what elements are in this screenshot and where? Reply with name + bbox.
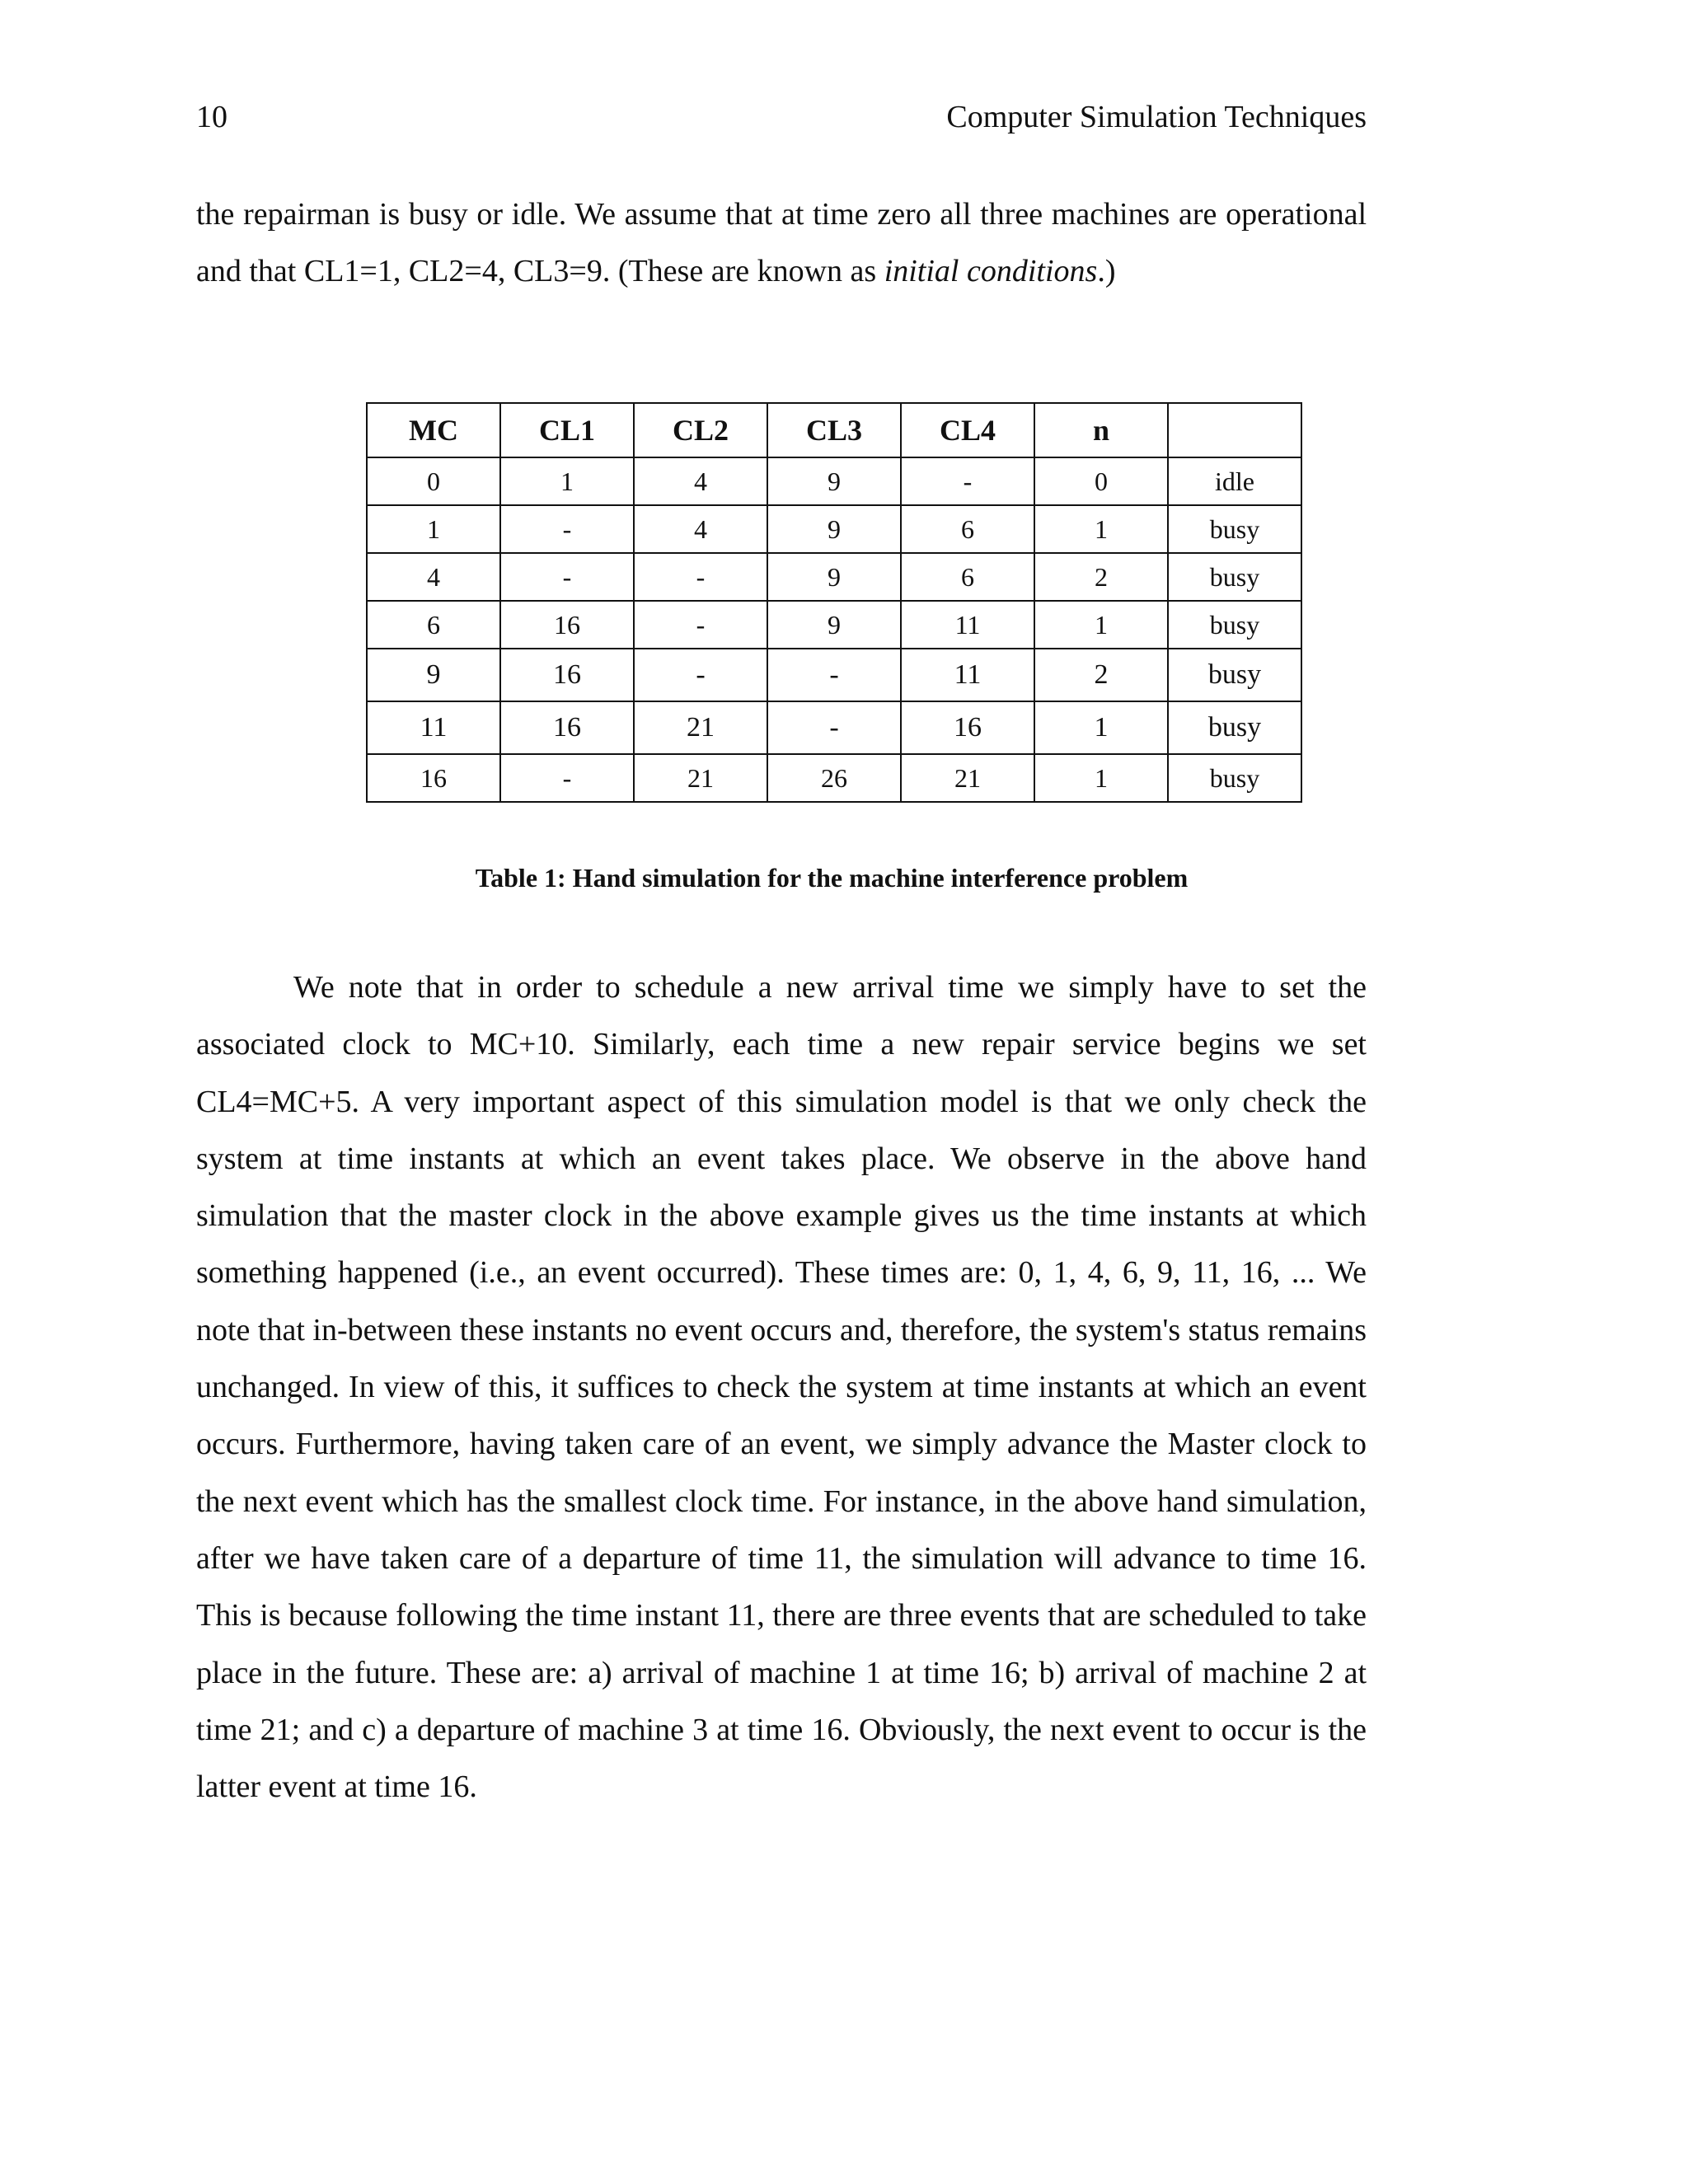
table-cell: 9 xyxy=(367,649,500,701)
table-cell: 6 xyxy=(901,553,1034,601)
status-cell: busy xyxy=(1168,505,1301,553)
table-row xyxy=(367,601,1301,649)
table-cell: - xyxy=(767,649,901,701)
status-cell: busy xyxy=(1168,701,1301,754)
running-header xyxy=(196,92,1367,142)
table-cell: - xyxy=(500,553,634,601)
table-cell: 21 xyxy=(901,754,1034,802)
status-cell: busy xyxy=(1168,649,1301,701)
table-cell: 6 xyxy=(367,601,500,649)
hand-simulation-table xyxy=(366,402,1302,803)
table-row xyxy=(367,649,1301,701)
table-cell: 16 xyxy=(500,601,634,649)
table-cell: 2 xyxy=(1034,649,1168,701)
table-cell: 9 xyxy=(767,505,901,553)
table-row xyxy=(367,457,1301,505)
header-cl3: CL3 xyxy=(767,403,901,457)
table-cell: 9 xyxy=(767,457,901,505)
table-cell: 1 xyxy=(500,457,634,505)
page-number: 10 xyxy=(196,100,227,134)
intro-paragraph xyxy=(196,186,1367,301)
table-cell: 26 xyxy=(767,754,901,802)
status-cell: busy xyxy=(1168,754,1301,802)
header-status xyxy=(1168,403,1301,457)
table-row xyxy=(367,754,1301,802)
body-paragraph: We note that in order to schedule a new arrival time we simply have to set the associated clock to MC+10. Similarly, each time a new repair service begins we set CL4=MC+5. A very important aspect of this simulation model is that we only check the system at time instants at which an event takes place. We observe in the above hand simulation that the master clock in the above example gives us the time instants at which something happened (i.e., an event occurred). These times are: 0, 1, 4, 6, 9, 11, 16, ... We note that in-between these instants no event occurs and, therefore, the system's status remains unchanged. In view of this, it suffices to check the system at time instants at which an event occurs. Furthermore, having taken care of an event, we simply advance the Master clock to the next event which has the smallest clock time. For instance, in the above hand simulation, after we have taken care of a departure of time 11, the simulation will advance to time 16. This is because following the time instant 11, there are three events that are scheduled to take place in the future. These are: a) arrival of machine 1 at time 16; b) arrival of machine 2 at time 21; and c) a departure of machine 3 at time 16. Obviously, the next event to occur is the latter event at time 16. xyxy=(196,970,1367,1805)
table-row xyxy=(367,553,1301,601)
table-cell: 4 xyxy=(367,553,500,601)
table-cell: 1 xyxy=(367,505,500,553)
table-cell: 6 xyxy=(901,505,1034,553)
table-cell: 2 xyxy=(1034,553,1168,601)
status-cell: idle xyxy=(1168,457,1301,505)
table-cell: 16 xyxy=(901,701,1034,754)
header-cl2: CL2 xyxy=(634,403,767,457)
book-title: Computer Simulation Techniques xyxy=(946,100,1367,134)
status-cell: busy xyxy=(1168,553,1301,601)
table-cell: 9 xyxy=(767,553,901,601)
table-cell: 1 xyxy=(1034,701,1168,754)
table-cell: 11 xyxy=(367,701,500,754)
table-caption: Table 1: Hand simulation for the machine interference problem xyxy=(475,863,1189,893)
table-cell: 11 xyxy=(901,649,1034,701)
table-cell: - xyxy=(901,457,1034,505)
initial-conditions-term: initial conditions xyxy=(884,254,1098,289)
table-cell: 11 xyxy=(901,601,1034,649)
table-cell: 4 xyxy=(634,457,767,505)
table-cell: 1 xyxy=(1034,754,1168,802)
intro-text-end: .) xyxy=(1097,254,1116,289)
table-cell: - xyxy=(634,649,767,701)
table-row xyxy=(367,505,1301,553)
table-cell: 0 xyxy=(367,457,500,505)
table-cell: 0 xyxy=(1034,457,1168,505)
header-cl1: CL1 xyxy=(500,403,634,457)
table-cell: 16 xyxy=(500,701,634,754)
table-cell: 21 xyxy=(634,701,767,754)
table-cell: 4 xyxy=(634,505,767,553)
table-cell: 9 xyxy=(767,601,901,649)
header-n: n xyxy=(1034,403,1168,457)
table-cell: 1 xyxy=(1034,505,1168,553)
table-cell: - xyxy=(500,754,634,802)
table-header-row xyxy=(367,403,1301,457)
table-cell: 16 xyxy=(500,649,634,701)
table-cell: - xyxy=(767,701,901,754)
header-cl4: CL4 xyxy=(901,403,1034,457)
table-cell: 1 xyxy=(1034,601,1168,649)
header-mc: MC xyxy=(367,403,500,457)
table-cell: 16 xyxy=(367,754,500,802)
status-cell: busy xyxy=(1168,601,1301,649)
table-cell: - xyxy=(500,505,634,553)
table-row xyxy=(367,701,1301,754)
table-cell: - xyxy=(634,601,767,649)
intro-text: the repairman is busy or idle. We assume that at time zero all three machines are operational and that CL1=1, CL2=4, CL3=9. (These are known as xyxy=(196,197,1367,289)
table-cell: - xyxy=(634,553,767,601)
table-cell: 21 xyxy=(634,754,767,802)
